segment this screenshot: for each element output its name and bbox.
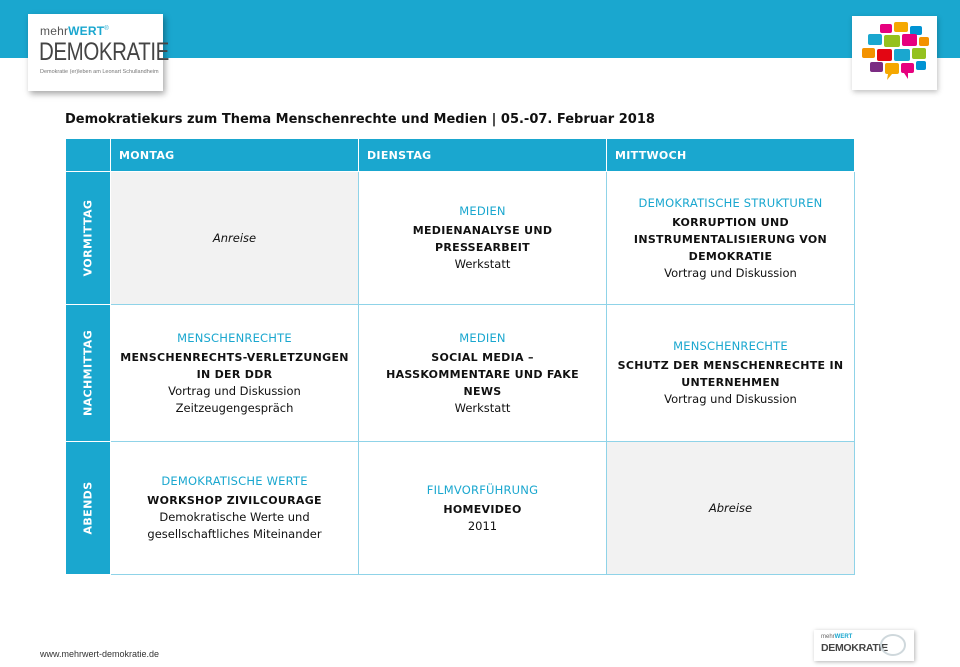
cell-montag-abends	[111, 442, 359, 575]
footer-logo	[814, 630, 914, 661]
cell-note: Abreise	[708, 500, 753, 515]
logo-mehr-text: mehrWERT®	[40, 24, 109, 38]
cell-description: Vortrag und Diskussion	[168, 383, 301, 398]
row-label-text: NACHMITTAG	[81, 330, 95, 416]
footer-logo-demokratie: DEMOKRATIE	[821, 642, 888, 654]
cell-category: DEMOKRATISCHE WERTE	[161, 474, 308, 488]
cell-title: HOMEVIDEO	[443, 502, 522, 516]
cell-category: MEDIEN	[459, 204, 506, 218]
cell-description: Vortrag und Diskussion	[664, 392, 797, 406]
cell-note: Anreise	[212, 230, 257, 245]
cell-dienstag-nachmittag	[359, 305, 607, 442]
cell-montag-vormittag	[111, 172, 359, 305]
footer-partner-mark-icon	[880, 634, 906, 656]
cell-mittwoch-abends	[607, 442, 855, 575]
schedule-table	[65, 138, 855, 575]
speech-bubbles-icon	[858, 20, 930, 84]
cell-mittwoch-vormittag	[607, 172, 855, 305]
cell-description: Vortrag und Diskussion	[664, 265, 797, 280]
mehrwert-demokratie-logo[interactable]	[28, 14, 169, 91]
column-header-mittwoch: MITTWOCH	[607, 139, 855, 172]
footer-url-link[interactable]: www.mehrwert-demokratie.de	[40, 649, 160, 659]
table-row-vormittag	[66, 172, 855, 305]
cell-title: SCHUTZ DER MENSCHENRECHTE IN UNTERNEHMEN	[617, 359, 844, 389]
footer-logo-mehr: mehrWERT	[821, 634, 853, 640]
cell-description: 2011	[467, 518, 498, 533]
cell-dienstag-abends	[359, 442, 607, 575]
cell-title: WORKSHOP ZIVILCOURAGE	[147, 494, 322, 507]
cell-category: FILMVORFÜHRUNG	[426, 482, 539, 497]
corner-cell	[66, 139, 111, 172]
row-label-text: VORMITTAG	[81, 199, 95, 277]
cell-description: Werkstatt	[454, 400, 511, 415]
cell-category: MENSCHENRECHTE	[673, 339, 788, 353]
cell-category: DEMOKRATISCHE STRUKTUREN	[638, 195, 823, 210]
table-row-nachmittag	[66, 305, 855, 442]
cell-title: KORRUPTION UND INSTRUMENTALISIERUNG VON DEMOKRATIE	[633, 215, 828, 263]
row-label-nachmittag	[66, 305, 111, 442]
cell-dienstag-vormittag	[359, 172, 607, 305]
cell-category: MENSCHENRECHTE	[177, 330, 292, 345]
logo-demokratie-text: DEMOKRATIE	[39, 38, 169, 66]
table-row-abends	[66, 442, 855, 575]
row-label-vormittag	[66, 172, 111, 305]
cell-description: Werkstatt	[454, 257, 511, 271]
row-label-abends	[66, 442, 111, 575]
speech-bubbles-logo	[852, 16, 937, 90]
cell-description-2: Zeitzeugengespräch	[175, 400, 294, 415]
logo-tagline: Demokratie (er)leben am Leonart Schullandheim	[40, 69, 159, 75]
cell-title: MEDIENANALYSE UND PRESSEARBEIT	[412, 224, 553, 254]
header-row	[66, 139, 855, 172]
cell-title: MENSCHENRECHTS-VERLETZUNGEN IN DER DDR	[120, 350, 349, 381]
column-header-montag: MONTAG	[111, 139, 359, 172]
column-header-dienstag: DIENSTAG	[359, 139, 607, 172]
cell-title: SOCIAL MEDIA – HASSKOMMENTARE UND FAKE NEWS	[386, 350, 579, 398]
cell-montag-nachmittag	[111, 305, 359, 442]
cell-mittwoch-nachmittag	[607, 305, 855, 442]
cell-description: Demokratische Werte und gesellschaftliches Miteinander	[147, 510, 322, 541]
cell-category: MEDIEN	[459, 330, 506, 345]
row-label-text: ABENDS	[81, 481, 95, 535]
page-title: Demokratiekurs zum Thema Menschenrechte und Medien | 05.-07. Februar 2018	[65, 112, 655, 127]
